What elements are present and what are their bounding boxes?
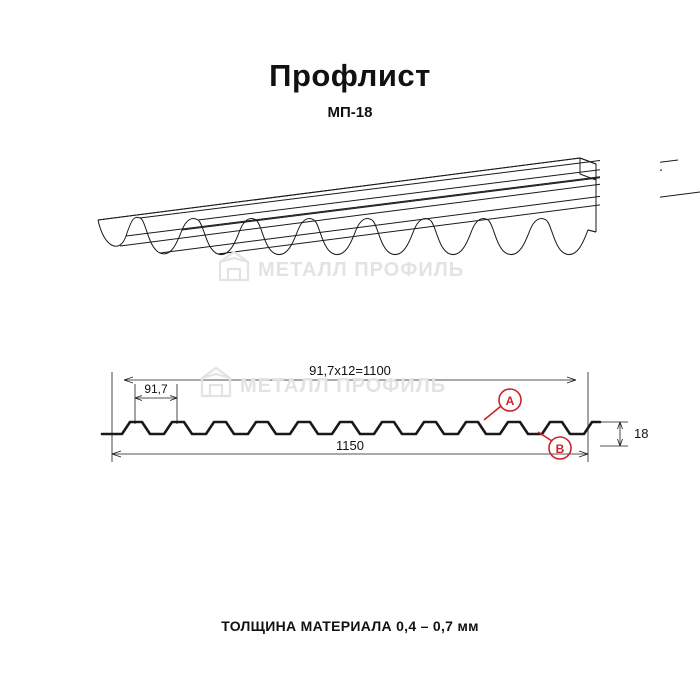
dimension-useful-width: 91,7х12=1100: [309, 363, 391, 378]
dimension-total-width: 1150: [336, 438, 364, 453]
page-title: Профлист: [269, 58, 431, 93]
product-code: МП-18: [327, 104, 373, 121]
svg-text:МЕТАЛЛ ПРОФИЛЬ: МЕТАЛЛ ПРОФИЛЬ: [258, 259, 465, 281]
callout-a: [484, 389, 521, 420]
svg-text:МЕТАЛЛ ПРОФИЛЬ: МЕТАЛЛ ПРОФИЛЬ: [240, 375, 447, 397]
isometric-sheet-drawing: [60, 140, 640, 310]
dimension-wave-pitch: 91,7: [144, 382, 168, 396]
callout-b: [538, 432, 571, 459]
svg-text:B: B: [555, 442, 565, 456]
material-thickness-note: ТОЛЩИНА МАТЕРИАЛА 0,4 – 0,7 мм: [221, 618, 479, 634]
cross-section-drawing: [60, 350, 660, 480]
svg-text:A: A: [505, 394, 515, 408]
dimension-height: 18: [634, 426, 649, 441]
